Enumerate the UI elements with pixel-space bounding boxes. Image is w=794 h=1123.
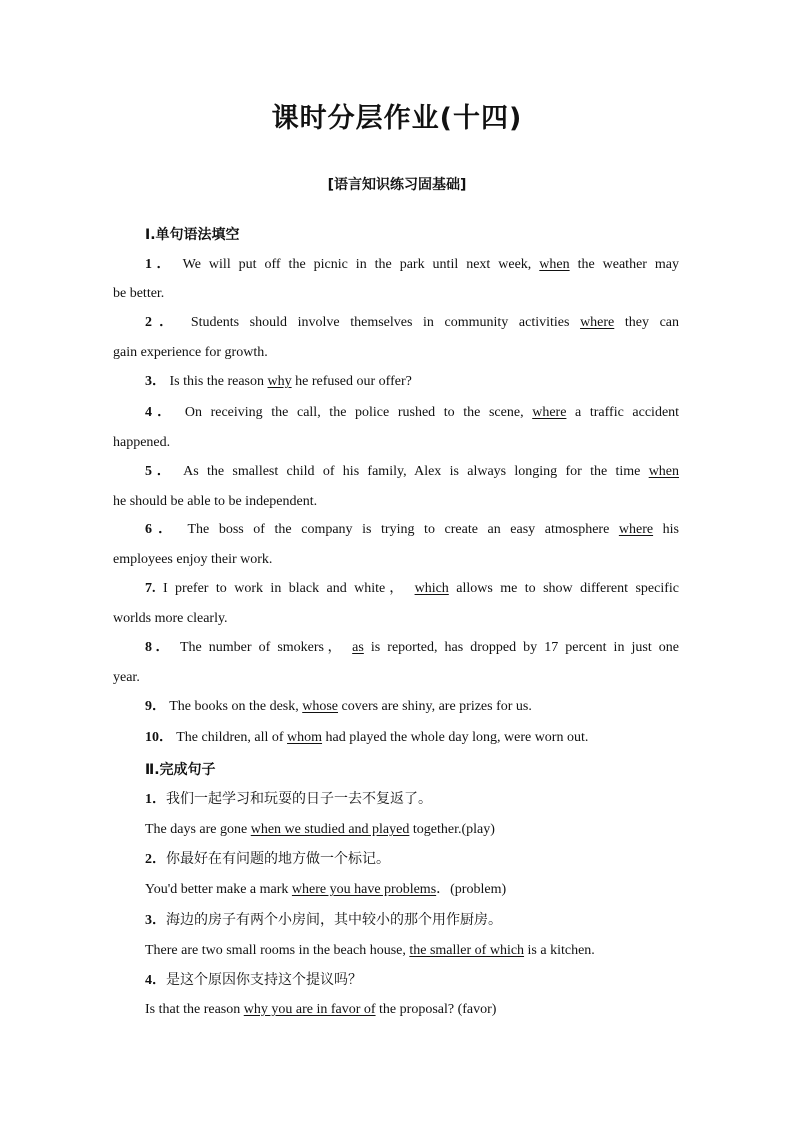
exercise-6-cont: employees enjoy their work. xyxy=(113,552,273,567)
section1-heading: Ⅰ.单句语法填空 xyxy=(145,227,240,243)
item-number: 8． xyxy=(145,640,174,655)
exercise-3: 3． Is this the reason why he refused our offer? xyxy=(145,374,412,389)
sentence-2-prompt: 2．你最好在有问题的地方做一个标记。 xyxy=(145,851,390,867)
item-number: 7. xyxy=(145,581,156,596)
exercise-4: 4． On receiving the call, the police rushed to the scene, where a traffic accident xyxy=(145,405,680,420)
exercise-2-cont: gain experience for growth. xyxy=(113,345,268,360)
answer: whose xyxy=(302,699,339,714)
item-number: 1． xyxy=(145,792,166,807)
exercise-1-cont: be better. xyxy=(113,286,165,301)
page-title: 课时分层作业(十四) xyxy=(271,103,523,134)
exercise-7: 7. I prefer to work in black and white， which allows me to show different specific xyxy=(145,581,679,596)
section2-heading: Ⅱ.完成句子 xyxy=(145,762,216,778)
exercise-6: 6． The boss of the company is trying to create an easy atmosphere where his xyxy=(145,522,679,537)
sentence-1-prompt: 1．我们一起学习和玩耍的日子一去不复返了。 xyxy=(145,791,432,807)
sentence-3-prompt: 3．海边的房子有两个小房间，其中较小的那个用作厨房。 xyxy=(145,912,502,928)
sentence-3-answer: There are two small rooms in the beach house, the smaller of which is a kitchen. xyxy=(145,943,595,958)
exercise-4-cont: happened. xyxy=(113,435,171,450)
sentence-2-answer: You'd better make a mark where you have problems．(problem) xyxy=(145,882,507,897)
answer: when xyxy=(539,257,570,272)
item-number: 1． xyxy=(145,257,175,272)
exercise-5: 5． As the smallest child of his family, Alex is always longing for the time when xyxy=(145,464,680,479)
item-number: 2． xyxy=(145,315,181,330)
exercise-2: 2． Students should involve themselves in community activities where they can xyxy=(145,315,680,330)
item-number: 6． xyxy=(145,522,179,537)
item-number: 3． xyxy=(145,374,166,389)
item-number: 5． xyxy=(145,464,176,479)
exercise-7-cont: worlds more clearly. xyxy=(113,611,228,626)
answer: where you have problems xyxy=(291,882,437,897)
exercise-9: 9． The books on the desk, whose covers are shiny, are prizes for us. xyxy=(145,699,532,714)
sentence-4-answer: Is that the reason why you are in favor of the proposal? (favor) xyxy=(145,1002,497,1017)
answer: the smaller of which xyxy=(409,943,525,958)
item-number: 4． xyxy=(145,973,166,988)
item-number: 10． xyxy=(145,730,173,745)
answer: where xyxy=(580,315,615,330)
answer: when xyxy=(648,464,680,479)
item-number: 2． xyxy=(145,852,166,867)
answer: where xyxy=(618,522,654,537)
answer: when we studied and played xyxy=(250,822,410,837)
exercise-10: 10． The children, all of whom had played the whole day long, were worn out. xyxy=(145,730,589,745)
section-subtitle: [语言知识练习固基础] xyxy=(327,177,467,193)
sentence-4-prompt: 4．是这个原因你支持这个提议吗？ xyxy=(145,972,362,988)
exercise-8: 8． The number of smokers， as is reported, has dropped by 17 percent in just one xyxy=(145,640,680,655)
answer: why xyxy=(267,374,292,389)
answer: which xyxy=(414,581,449,596)
answer: as xyxy=(352,640,364,655)
exercise-1: 1． We will put off the picnic in the park until next week, when the weather may xyxy=(145,257,680,272)
item-number: 3． xyxy=(145,913,166,928)
answer: where xyxy=(532,405,567,420)
exercise-5-cont: he should be able to be independent. xyxy=(113,494,318,509)
answer: why you are in favor of xyxy=(243,1002,376,1017)
sentence-1-answer: The days are gone when we studied and played together.(play) xyxy=(145,822,495,837)
exercise-8-cont: year. xyxy=(113,670,140,685)
item-number: 4． xyxy=(145,405,177,420)
answer: whom xyxy=(287,730,323,745)
item-number: 9． xyxy=(145,699,166,714)
